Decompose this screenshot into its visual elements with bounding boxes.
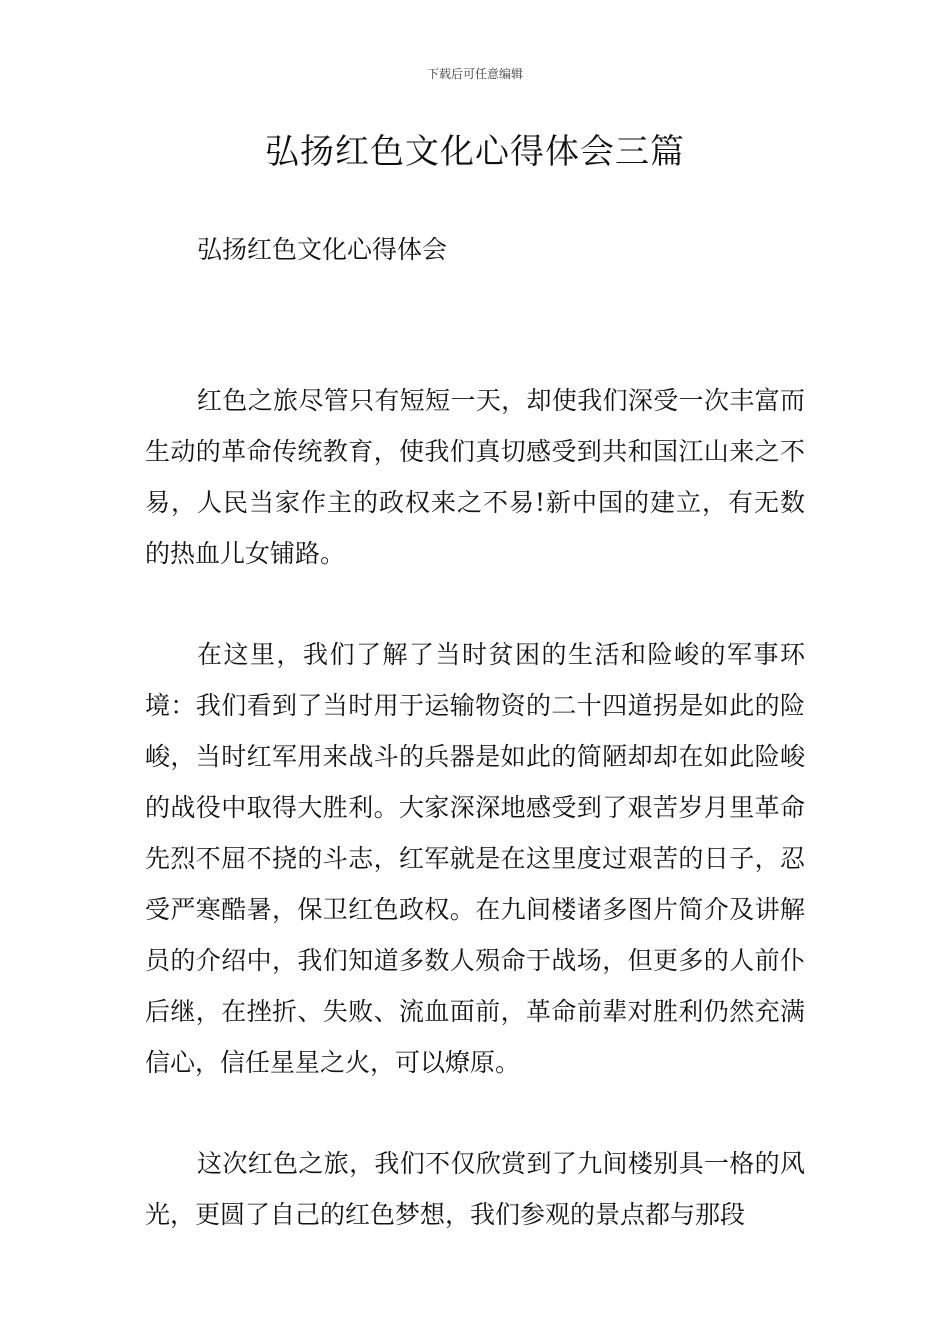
header-note: 下载后可任意编辑 <box>426 67 523 81</box>
section-subtitle: 弘扬红色文化心得体会 <box>197 235 448 264</box>
paragraph-3: 这次红色之旅，我们不仅欣赏到了九间楼别具一格的风光，更圆了自己的红色梦想，我们参观的景点都与那段 <box>145 1149 805 1229</box>
document-title: 弘扬红色文化心得体会三篇 <box>265 132 685 172</box>
paragraph-2: 在这里，我们了解了当时贫困的生活和险峻的军事环境：我们看到了当时用于运输物资的二十四道拐是如此的险峻，当时红军用来战斗的兵器是如此的简陋却却在如此险峻的战役中取得大胜利。大家深深地感受到了艰苦岁月里革命先烈不屈不挠的斗志，红军就是在这里度过艰苦的日子，忍受严寒酷暑，保卫红色政权。在九间楼诸多图片简介及讲解员的介绍中，我们知道多数人殒命于战场，但更多的人前仆后继，在挫折、失败、流血面前，革命前辈对胜利仍然充满信心，信任星星之火，可以燎原。 <box>145 640 805 1077</box>
document-body <box>145 375 805 1290</box>
paragraph-1: 红色之旅尽管只有短短一天，却使我们深受一次丰富而生动的革命传统教育，使我们真切感受到共和国江山来之不易，人民当家作主的政权来之不易!新中国的建立，有无数的热血儿女铺路。 <box>145 386 805 568</box>
